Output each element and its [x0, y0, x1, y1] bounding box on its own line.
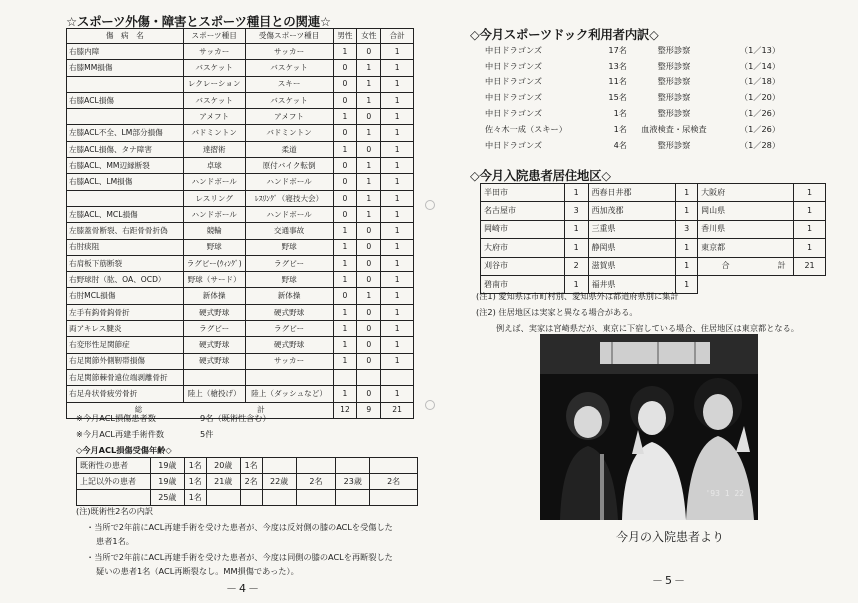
age-row	[77, 458, 418, 474]
sports-injury-table	[66, 28, 414, 419]
table-row	[67, 386, 414, 402]
dock-row	[482, 105, 802, 121]
dock-row	[482, 58, 802, 74]
cause-sport-cell: ハンドボール	[245, 174, 333, 190]
count-cell	[370, 490, 418, 506]
total-count-cell: 1	[381, 44, 414, 60]
note-2b: 疑いの患者1名（ACL再断裂なし。MM損傷であった）。	[96, 566, 299, 576]
photo-date-stamp: '93 1 22	[705, 489, 744, 498]
total-count-cell: 1	[381, 288, 414, 304]
acl-surgery-value: 5件	[200, 429, 214, 439]
dock-date-cell: （1／13）	[739, 44, 781, 55]
acl-patients-value: 9名（既術性含む）	[200, 413, 271, 423]
dock-user-cell: 中日ドラゴンズ	[485, 107, 543, 118]
total-count-cell: 1	[381, 304, 414, 320]
dock-exam-cell: 血液検査・尿検査	[641, 123, 707, 134]
total-count-cell	[381, 369, 414, 385]
residence-area-cell: 東京都	[698, 239, 794, 257]
male-count-cell: 0	[333, 174, 357, 190]
female-count-cell: 0	[357, 353, 381, 369]
residence-count-cell: 1	[676, 184, 698, 202]
residence-area-cell: 西加茂郡	[588, 202, 676, 220]
total-count-cell: 1	[381, 206, 414, 222]
total-male: 12	[333, 402, 357, 418]
age-cell	[262, 490, 296, 506]
dock-date-cell: （1／26）	[739, 123, 781, 134]
residence-empty-cell	[698, 275, 826, 293]
total-label-left: 総	[134, 405, 143, 415]
total-count-cell: 1	[381, 272, 414, 288]
note-head: (注)既術性2名の内訳	[76, 506, 154, 516]
residence-title: ◇今月入院患者居住地区◇	[470, 168, 611, 183]
residence-area-cell: 半田市	[481, 184, 565, 202]
female-count-cell: 0	[357, 223, 381, 239]
total-count-cell: 1	[381, 353, 414, 369]
residence-row	[481, 239, 826, 257]
female-count-cell: 1	[357, 288, 381, 304]
count-cell: 2名	[370, 474, 418, 490]
table-row	[67, 174, 414, 190]
dock-user-cell: 佐々木一成（スキー）	[485, 123, 567, 134]
sports-dock-table	[482, 42, 802, 153]
sport-cell	[183, 369, 245, 385]
cause-sport-cell: バスケット	[245, 60, 333, 76]
table-row	[67, 369, 414, 385]
note-2: ・当所で2年前にACL再建手術を受けた患者が、今度は同側の膝のACLを再断裂した	[86, 552, 393, 562]
total-count-cell: 1	[381, 386, 414, 402]
female-count-cell: 1	[357, 125, 381, 141]
residence-count-cell: 1	[794, 184, 826, 202]
residence-table	[480, 183, 826, 294]
table-row	[67, 141, 414, 157]
dock-row	[482, 42, 802, 58]
female-count-cell: 0	[357, 141, 381, 157]
dock-exam-cell: 整形診察	[657, 60, 691, 71]
cause-sport-cell: ﾚｽﾘﾝｸﾞ（寝技大会）	[245, 190, 333, 206]
female-count-cell: 0	[357, 239, 381, 255]
total-count-cell: 1	[381, 109, 414, 125]
count-cell: 1名	[184, 458, 206, 474]
sport-cell: 野球	[183, 239, 245, 255]
age-cell: 25歳	[150, 490, 184, 506]
dock-title: ◇今月スポーツドック利用者内訳◇	[470, 27, 659, 42]
sports-injury-title: ☆スポーツ外傷・障害とスポーツ種目との関連☆	[66, 14, 331, 29]
male-count-cell: 1	[333, 386, 357, 402]
male-count-cell: 1	[333, 304, 357, 320]
residence-count-cell: 1	[794, 202, 826, 220]
injury-cell: 左膝ACL、MCL損傷	[67, 206, 184, 222]
injury-cell: 右肘痰阻	[67, 239, 184, 255]
residence-area-cell: 香川県	[698, 220, 794, 238]
residence-area-cell: 岡山県	[698, 202, 794, 220]
total-count-cell: 1	[381, 190, 414, 206]
cause-sport-cell: バスケット	[245, 92, 333, 108]
injury-cell: 右足関節外側靭帯損傷	[67, 353, 184, 369]
count-cell: 1名	[184, 474, 206, 490]
table-row	[67, 337, 414, 353]
residence-area-cell: 静岡県	[588, 239, 676, 257]
dock-user-cell: 中日ドラゴンズ	[485, 139, 543, 150]
dock-row	[482, 89, 802, 105]
male-count-cell: 1	[333, 141, 357, 157]
header-male: 男性	[333, 29, 357, 44]
table-row	[67, 288, 414, 304]
sport-cell: ラグビー(ｳｨﾝｸﾞ)	[183, 255, 245, 271]
male-count-cell: 1	[333, 337, 357, 353]
sport-cell: 達摺術	[183, 141, 245, 157]
residence-total-label	[698, 257, 794, 275]
dock-count-cell: 11名	[608, 76, 627, 87]
cause-sport-cell: 陸上（ダッシュなど）	[245, 386, 333, 402]
cause-sport-cell: 野球	[245, 272, 333, 288]
sport-cell: 競輪	[183, 223, 245, 239]
table-row	[67, 76, 414, 92]
injury-cell: 右足舟状骨疲労骨折	[67, 386, 184, 402]
injury-cell: 左膝ACL不全、LM部分損傷	[67, 125, 184, 141]
male-count-cell: 1	[333, 223, 357, 239]
dock-exam-cell: 整形診察	[657, 107, 691, 118]
age-group-label	[77, 490, 151, 506]
table-row	[67, 158, 414, 174]
male-count-cell: 0	[333, 288, 357, 304]
total-count-cell: 1	[381, 223, 414, 239]
age-row	[77, 490, 418, 506]
total-count-cell: 1	[381, 158, 414, 174]
cause-sport-cell: 原付バイク転倒	[245, 158, 333, 174]
cause-sport-cell: サッカー	[245, 44, 333, 60]
injury-cell: 右膝ACL、LM損傷	[67, 174, 184, 190]
residence-area-cell: 碧南市	[481, 275, 565, 293]
dock-row	[482, 137, 802, 153]
residence-count-cell: 1	[676, 239, 698, 257]
table-row	[67, 304, 414, 320]
total-count-cell: 1	[381, 321, 414, 337]
sport-cell: 硬式野球	[183, 353, 245, 369]
dock-date-cell: （1／28）	[739, 139, 781, 150]
injury-cell: 右膝ACL損傷	[67, 92, 184, 108]
header-injury: 傷 病 名	[67, 29, 184, 44]
header-cause-sport: 受傷スポーツ種目	[245, 29, 333, 44]
total-count-cell: 1	[381, 60, 414, 76]
sport-cell: バドミントン	[183, 125, 245, 141]
table-row	[67, 255, 414, 271]
dock-user-cell: 中日ドラゴンズ	[485, 44, 543, 55]
male-count-cell	[333, 369, 357, 385]
cause-sport-cell: 野球	[245, 239, 333, 255]
female-count-cell: 0	[357, 304, 381, 320]
residence-total-right: 計	[777, 261, 786, 271]
cause-sport-cell: サッカー	[245, 353, 333, 369]
acl-surgery-label: ※今月ACL再建手術件数	[76, 429, 165, 439]
inpatient-photo	[540, 334, 758, 520]
sport-cell: ラグビー	[183, 321, 245, 337]
female-count-cell: 1	[357, 76, 381, 92]
age-group-label: 既術性の患者	[77, 458, 151, 474]
table-row	[67, 206, 414, 222]
male-count-cell: 1	[333, 255, 357, 271]
female-count-cell: 1	[357, 92, 381, 108]
male-count-cell: 1	[333, 321, 357, 337]
residence-area-cell: 刈谷市	[481, 257, 565, 275]
photo-caption: 今月の入院患者より	[616, 530, 725, 544]
count-cell	[296, 490, 336, 506]
male-count-cell: 1	[333, 239, 357, 255]
table-row	[67, 321, 414, 337]
total-count-cell: 1	[381, 337, 414, 353]
residence-area-cell: 西春日井郡	[588, 184, 676, 202]
total-count-cell: 1	[381, 76, 414, 92]
residence-total-value: 21	[794, 257, 826, 275]
cause-sport-cell: バドミントン	[245, 125, 333, 141]
residence-area-cell: 大府市	[481, 239, 565, 257]
cause-sport-cell: 柔道	[245, 141, 333, 157]
dock-count-cell: 13名	[608, 60, 627, 71]
female-count-cell: 1	[357, 158, 381, 174]
dock-row	[482, 74, 802, 90]
age-cell: 19歳	[150, 458, 184, 474]
total-female: 9	[357, 402, 381, 418]
injury-cell: 右膝ACL、MM辺縁断裂	[67, 158, 184, 174]
dock-exam-cell: 整形診察	[657, 44, 691, 55]
count-cell: 2名	[240, 474, 262, 490]
dock-date-cell: （1／20）	[739, 92, 781, 103]
female-count-cell	[357, 369, 381, 385]
dock-exam-cell: 整形診察	[657, 139, 691, 150]
count-cell: 1名	[184, 490, 206, 506]
residence-count-cell: 1	[676, 202, 698, 220]
age-cell: 19歳	[150, 474, 184, 490]
total-count-cell: 1	[381, 141, 414, 157]
total-all: 21	[381, 402, 414, 418]
table-row	[67, 92, 414, 108]
residence-count-cell: 3	[564, 202, 588, 220]
injury-cell: 右足関節棘骨遠位端剥離骨折	[67, 369, 184, 385]
res-note-3: 例えば、実家は宮崎県だが、東京に下宿している場合、住居地区は東京都となる。	[496, 323, 799, 333]
residence-area-cell: 三重県	[588, 220, 676, 238]
header-total: 合計	[381, 29, 414, 44]
male-count-cell: 1	[333, 44, 357, 60]
dock-count-cell: 1名	[613, 107, 627, 118]
dock-count-cell: 1名	[613, 123, 627, 134]
age-cell: 20歳	[206, 458, 240, 474]
count-cell: 2名	[296, 474, 336, 490]
total-count-cell: 1	[381, 174, 414, 190]
cause-sport-cell: 硬式野球	[245, 304, 333, 320]
male-count-cell: 1	[333, 353, 357, 369]
female-count-cell: 0	[357, 386, 381, 402]
sport-cell: 新体操	[183, 288, 245, 304]
male-count-cell: 0	[333, 125, 357, 141]
table-row	[67, 60, 414, 76]
female-count-cell: 1	[357, 190, 381, 206]
injury-cell: 両アキレス腱炎	[67, 321, 184, 337]
res-note-1: (注1) 愛知県は市町村別、愛知県外は都道府県別に集計	[476, 291, 679, 301]
injury-cell: 右肩板下筋断裂	[67, 255, 184, 271]
dock-date-cell: （1／18）	[739, 76, 781, 87]
count-cell	[370, 458, 418, 474]
res-note-2: (注2) 住居地区は実家と異なる場合がある。	[476, 307, 638, 317]
residence-area-cell: 大阪府	[698, 184, 794, 202]
dock-user-cell: 中日ドラゴンズ	[485, 76, 543, 87]
dock-date-cell: （1／26）	[739, 107, 781, 118]
residence-row	[481, 202, 826, 220]
total-count-cell: 1	[381, 92, 414, 108]
table-row	[67, 353, 414, 369]
table-row	[67, 44, 414, 60]
age-cell: 21歳	[206, 474, 240, 490]
injury-cell: 右膝MM損傷	[67, 60, 184, 76]
injury-cell	[67, 109, 184, 125]
male-count-cell: 1	[333, 272, 357, 288]
header-sport: スポーツ種目	[183, 29, 245, 44]
cause-sport-cell: ラグビー	[245, 321, 333, 337]
dock-row	[482, 121, 802, 137]
table-row	[67, 190, 414, 206]
cause-sport-cell: 新体操	[245, 288, 333, 304]
residence-count-cell: 1	[564, 184, 588, 202]
table-row	[67, 125, 414, 141]
age-cell: 23歳	[336, 474, 370, 490]
page-number-right: －5－	[652, 574, 687, 587]
residence-count-cell: 1	[676, 257, 698, 275]
male-count-cell: 0	[333, 158, 357, 174]
sport-cell: ハンドボール	[183, 174, 245, 190]
residence-row	[481, 257, 826, 275]
total-count-cell: 1	[381, 125, 414, 141]
cause-sport-cell: ラグビー	[245, 255, 333, 271]
female-count-cell: 0	[357, 44, 381, 60]
sport-cell: バスケット	[183, 60, 245, 76]
cause-sport-cell: スキー	[245, 76, 333, 92]
acl-age-table	[76, 457, 418, 506]
cause-sport-cell: 硬式野球	[245, 337, 333, 353]
age-cell	[336, 458, 370, 474]
injury-cell: 右肘MCL損傷	[67, 288, 184, 304]
age-group-label: 上記以外の患者	[77, 474, 151, 490]
age-row	[77, 474, 418, 490]
dock-user-cell: 中日ドラゴンズ	[485, 60, 543, 71]
age-cell: 22歳	[262, 474, 296, 490]
dock-exam-cell: 整形診察	[657, 92, 691, 103]
residence-count-cell: 1	[676, 275, 698, 293]
injury-cell	[67, 76, 184, 92]
count-cell: 1名	[240, 458, 262, 474]
female-count-cell: 1	[357, 174, 381, 190]
sport-cell: 硬式野球	[183, 337, 245, 353]
sport-cell: ハンドボール	[183, 206, 245, 222]
residence-count-cell: 1	[794, 220, 826, 238]
sport-cell: 硬式野球	[183, 304, 245, 320]
header-female: 女性	[357, 29, 381, 44]
injury-cell: 右膝内障	[67, 44, 184, 60]
age-cell	[262, 458, 296, 474]
cause-sport-cell	[245, 369, 333, 385]
residence-count-cell: 1	[564, 239, 588, 257]
male-count-cell: 0	[333, 76, 357, 92]
dock-exam-cell: 整形診察	[657, 76, 691, 87]
sport-cell: レスリング	[183, 190, 245, 206]
residence-count-cell: 1	[564, 220, 588, 238]
male-count-cell: 0	[333, 190, 357, 206]
count-cell	[296, 458, 336, 474]
age-cell	[336, 490, 370, 506]
table-row	[67, 272, 414, 288]
table-row	[67, 109, 414, 125]
dock-user-cell: 中日ドラゴンズ	[485, 92, 543, 103]
female-count-cell: 0	[357, 109, 381, 125]
injury-cell	[67, 190, 184, 206]
page-number-left: －4－	[226, 582, 261, 595]
male-count-cell: 0	[333, 60, 357, 76]
sport-cell: サッカー	[183, 44, 245, 60]
female-count-cell: 0	[357, 337, 381, 353]
dock-date-cell: （1／14）	[739, 60, 781, 71]
total-label-right: 計	[257, 405, 265, 415]
residence-area-cell: 滋賀県	[588, 257, 676, 275]
residence-total-left: 合	[721, 261, 730, 271]
female-count-cell: 1	[357, 60, 381, 76]
sport-cell: バスケット	[183, 92, 245, 108]
injury-cell: 右野球肘（肱、OA、OCD）	[67, 272, 184, 288]
male-count-cell: 0	[333, 92, 357, 108]
residence-count-cell: 3	[676, 220, 698, 238]
injury-cell: 左手有鈎骨鈎骨折	[67, 304, 184, 320]
acl-patients-label: ※今月ACL損傷患者数	[76, 413, 156, 423]
female-count-cell: 1	[357, 206, 381, 222]
residence-area-cell: 岡崎市	[481, 220, 565, 238]
injury-cell: 左膝ACL損傷、タナ障害	[67, 141, 184, 157]
sport-cell: 卓球	[183, 158, 245, 174]
residence-area-cell: 福井県	[588, 275, 676, 293]
female-count-cell: 0	[357, 321, 381, 337]
count-cell	[240, 490, 262, 506]
table-row	[67, 223, 414, 239]
right-page	[430, 0, 858, 603]
residence-count-cell: 2	[564, 257, 588, 275]
residence-row	[481, 220, 826, 238]
cause-sport-cell: ハンドボール	[245, 206, 333, 222]
total-count-cell: 1	[381, 255, 414, 271]
injury-cell: 右変形性足関節症	[67, 337, 184, 353]
age-cell	[206, 490, 240, 506]
table-row	[67, 239, 414, 255]
table-header-row	[67, 29, 414, 44]
acl-age-title: ◇今月ACL損傷受傷年齢◇	[76, 445, 172, 455]
sport-cell: 陸上（槍投げ）	[183, 386, 245, 402]
residence-row	[481, 184, 826, 202]
total-count-cell: 1	[381, 239, 414, 255]
residence-count-cell: 1	[794, 239, 826, 257]
dock-count-cell: 15名	[608, 92, 627, 103]
sport-cell: レクレーション	[183, 76, 245, 92]
male-count-cell: 1	[333, 109, 357, 125]
female-count-cell: 0	[357, 272, 381, 288]
injury-cell: 左膝蓋骨断裂、右距骨骨折偽	[67, 223, 184, 239]
dock-count-cell: 4名	[613, 139, 627, 150]
residence-area-cell: 名古屋市	[481, 202, 565, 220]
sport-cell: 野球（サード）	[183, 272, 245, 288]
female-count-cell: 0	[357, 255, 381, 271]
cause-sport-cell: アメフト	[245, 109, 333, 125]
note-1b: 患者1名。	[96, 536, 134, 546]
cause-sport-cell: 交通事故	[245, 223, 333, 239]
male-count-cell: 0	[333, 206, 357, 222]
residence-count-cell: 1	[564, 275, 588, 293]
sport-cell: アメフト	[183, 109, 245, 125]
dock-count-cell: 17名	[608, 44, 627, 55]
note-1: ・当所で2年前にACL再建手術を受けた患者が、今度は反対側の膝のACLを受傷した	[86, 522, 393, 532]
